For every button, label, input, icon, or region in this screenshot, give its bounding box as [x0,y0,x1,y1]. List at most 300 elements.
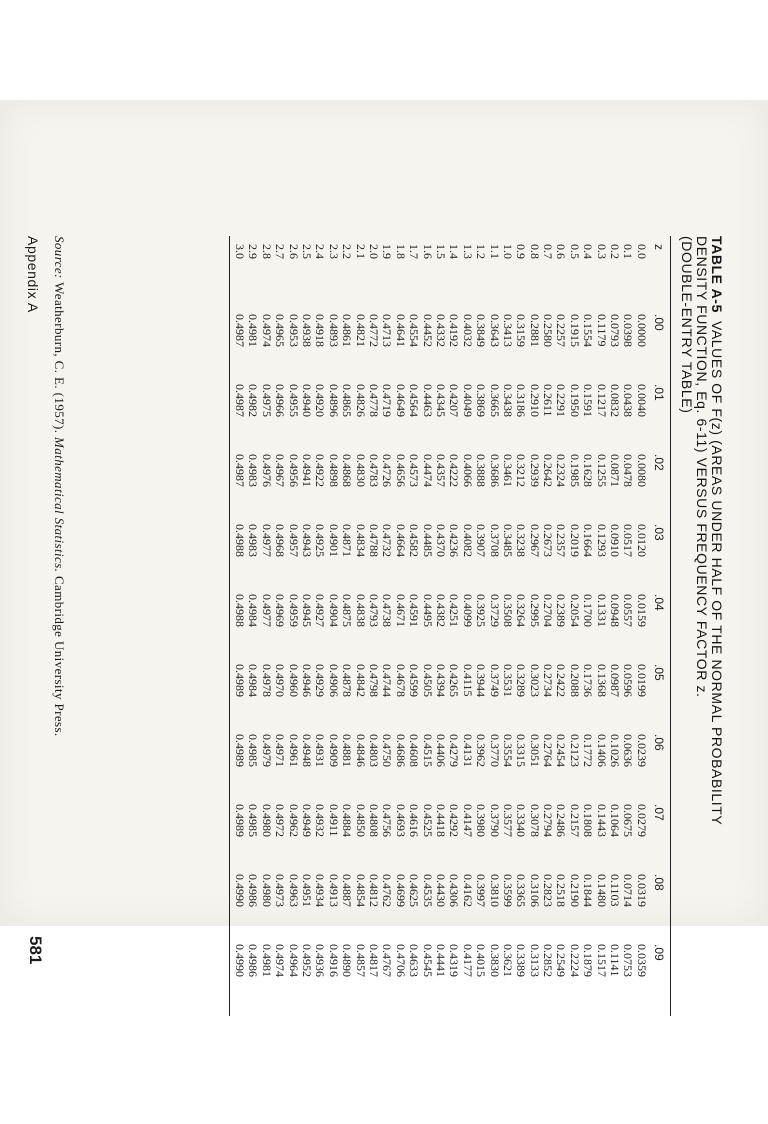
table-body [233,236,648,1014]
z-value-cell: 0.4 [581,244,596,259]
area-value-cell: 0.0279 [634,804,649,837]
area-value-cell: 0.2794 [541,804,556,837]
area-value-cell: 0.3729 [487,594,502,627]
area-value-cell: 0.4582 [407,524,422,557]
area-value-cell: 0.0987 [608,664,623,697]
area-value-cell: 0.4974 [259,314,274,347]
area-value-cell: 0.4953 [286,314,301,347]
z-value-cell: 2.8 [259,244,274,259]
area-value-cell: 0.3770 [487,734,502,767]
area-value-cell: 0.4292 [447,804,462,837]
table-row [554,236,567,1014]
area-value-cell: 0.4854 [353,874,368,907]
area-value-cell: 0.4846 [353,734,368,767]
table-row [233,236,246,1014]
area-value-cell: 0.3315 [514,734,529,767]
area-value-cell: 0.4949 [300,804,315,837]
area-value-cell: 0.4969 [273,594,288,627]
area-value-cell: 0.4699 [393,874,408,907]
area-value-cell: 0.4898 [326,454,341,487]
area-value-cell: 0.4726 [380,454,395,487]
table-row [594,236,607,1014]
area-value-cell: 0.3790 [487,804,502,837]
area-value-cell: 0.4554 [407,314,422,347]
table-row [581,236,594,1014]
area-value-cell: 0.4115 [460,664,475,697]
area-value-cell: 0.4987 [233,454,248,487]
area-value-cell: 0.3599 [500,874,515,907]
area-value-cell: 0.4641 [393,314,408,347]
area-value-cell: 0.4441 [433,944,448,977]
area-value-cell: 0.4485 [420,524,435,557]
area-value-cell: 0.4938 [300,314,315,347]
area-value-cell: 0.1293 [594,524,609,557]
area-value-cell: 0.4989 [233,734,248,767]
z-value-cell: 0.0 [634,244,649,259]
area-value-cell: 0.4357 [433,454,448,487]
table-row [621,236,634,1014]
area-value-cell: 0.0517 [621,524,636,557]
area-value-cell: 0.4986 [246,944,261,977]
area-value-cell: 0.4887 [340,874,355,907]
table-row [300,236,313,1014]
z-value-cell: 3.0 [233,244,248,259]
area-value-cell: 0.0832 [608,384,623,417]
table-row [447,236,460,1014]
area-value-cell: 0.4821 [353,314,368,347]
area-value-cell: 0.3643 [487,314,502,347]
area-value-cell: 0.4868 [340,454,355,487]
area-value-cell: 0.2881 [527,314,542,347]
area-value-cell: 0.4985 [246,804,261,837]
area-value-cell: 0.3485 [500,524,515,557]
area-value-cell: 0.3830 [487,944,502,977]
area-value-cell: 0.2580 [541,314,556,347]
area-value-cell: 0.4965 [273,314,288,347]
area-value-cell: 0.4678 [393,664,408,697]
z-value-cell: 1.8 [393,244,408,259]
table-row [353,236,366,1014]
z-value-cell: 2.3 [326,244,341,259]
area-value-cell: 0.4222 [447,454,462,487]
z-value-cell: 1.7 [407,244,422,259]
area-value-cell: 0.4983 [246,524,261,557]
area-value-cell: 0.3340 [514,804,529,837]
area-value-cell: 0.0636 [621,734,636,767]
z-value-cell: 0.6 [554,244,569,259]
area-value-cell: 0.4599 [407,664,422,697]
area-value-cell: 0.3212 [514,454,529,487]
area-value-cell: 0.0714 [621,874,636,907]
area-value-cell: 0.4713 [380,314,395,347]
area-value-cell: 0.4406 [433,734,448,767]
area-value-cell: 0.4911 [326,804,341,837]
area-value-cell: 0.4955 [286,384,301,417]
z-value-cell: 2.1 [353,244,368,259]
table-row [394,236,407,1014]
area-value-cell: 0.4505 [420,664,435,697]
area-value-cell: 0.4981 [259,944,274,977]
area-value-cell: 0.3980 [474,804,489,837]
area-value-cell: 0.4625 [407,874,422,907]
area-value-cell: 0.3186 [514,384,529,417]
area-value-cell: 0.4826 [353,384,368,417]
area-value-cell: 0.4973 [273,874,288,907]
table-row [367,236,380,1014]
area-value-cell: 0.4970 [273,664,288,697]
area-value-cell: 0.1406 [594,734,609,767]
area-value-cell: 0.4463 [420,384,435,417]
area-value-cell: 0.4979 [259,734,274,767]
table-row [527,236,540,1014]
area-value-cell: 0.4767 [380,944,395,977]
area-value-cell: 0.4834 [353,524,368,557]
table-row [420,236,433,1014]
area-value-cell: 0.3849 [474,314,489,347]
area-value-cell: 0.1368 [594,664,609,697]
area-value-cell: 0.3023 [527,664,542,697]
area-value-cell: 0.4861 [340,314,355,347]
area-value-cell: 0.0596 [621,664,636,697]
area-value-cell: 0.0557 [621,594,636,627]
area-value-cell: 0.1064 [608,804,623,837]
area-value-cell: 0.0040 [634,384,649,417]
area-value-cell: 0.3554 [500,734,515,767]
area-value-cell: 0.0753 [621,944,636,977]
scanned-page [0,100,768,977]
z-value-cell: 0.8 [527,244,542,259]
area-value-cell: 0.3665 [487,384,502,417]
top-rule [670,236,671,1016]
area-value-cell: 0.4865 [340,384,355,417]
area-value-cell: 0.4545 [420,944,435,977]
table-row [501,236,514,1014]
title-line-1 [709,236,724,1056]
area-value-cell: 0.2764 [541,734,556,767]
area-value-cell: 0.2389 [554,594,569,627]
area-value-cell: 0.4952 [300,944,315,977]
area-value-cell: 0.4985 [246,734,261,767]
source-citation [51,236,67,1056]
area-value-cell: 0.3925 [474,594,489,627]
column-header: .00 [652,314,667,331]
area-value-cell: 0.1844 [581,874,596,907]
area-value-cell: 0.3810 [487,874,502,907]
area-value-cell: 0.4591 [407,594,422,627]
area-value-cell: 0.3869 [474,384,489,417]
area-value-cell: 0.3962 [474,734,489,767]
z-value-cell: 0.9 [514,244,529,259]
source-book-title: Mathematical Statistics. [52,437,67,573]
area-value-cell: 0.4762 [380,874,395,907]
area-value-cell: 0.3621 [500,944,515,977]
area-value-cell: 0.2823 [541,874,556,907]
area-value-cell: 0.4049 [460,384,475,417]
area-value-cell: 0.0120 [634,524,649,557]
area-value-cell: 0.4525 [420,804,435,837]
table-row [568,236,581,1014]
area-value-cell: 0.4515 [420,734,435,767]
area-value-cell: 0.3749 [487,664,502,697]
z-value-cell: 2.4 [313,244,328,259]
area-value-cell: 0.3264 [514,594,529,627]
area-value-cell: 0.4812 [367,874,381,907]
table-row [635,236,648,1014]
column-header: .01 [652,384,667,401]
area-value-cell: 0.2291 [554,384,569,417]
area-value-cell: 0.2157 [567,804,582,837]
area-value-cell: 0.4838 [353,594,368,627]
area-value-cell: 0.4808 [367,804,381,837]
area-value-cell: 0.3907 [474,524,489,557]
area-value-cell: 0.0199 [634,664,649,697]
title-line-3: (DOUBLE-ENTRY TABLE) [679,236,695,414]
area-value-cell: 0.4871 [340,524,355,557]
area-value-cell: 0.4382 [433,594,448,627]
area-value-cell: 0.4147 [460,804,475,837]
z-value-cell: 1.4 [447,244,462,259]
area-value-cell: 0.4964 [286,944,301,977]
area-value-cell: 0.0239 [634,734,649,767]
table-header-row [648,236,670,1014]
area-value-cell: 0.0000 [634,314,649,347]
area-value-cell: 0.4706 [393,944,408,977]
area-value-cell: 0.4893 [326,314,341,347]
area-value-cell: 0.4878 [340,664,355,697]
area-value-cell: 0.1517 [594,944,609,977]
area-value-cell: 0.4573 [407,454,422,487]
area-value-cell: 0.4906 [326,664,341,697]
column-header: .05 [652,664,667,681]
area-value-cell: 0.0159 [634,594,649,627]
area-value-cell: 0.4975 [259,384,274,417]
area-value-cell: 0.4793 [367,594,381,627]
area-value-cell: 0.4974 [273,944,288,977]
z-value-cell: 1.2 [474,244,489,259]
area-value-cell: 0.3686 [487,454,502,487]
area-value-cell: 0.4693 [393,804,408,837]
area-value-cell: 0.2224 [567,944,582,977]
area-value-cell: 0.4948 [300,734,315,767]
area-value-cell: 0.4772 [367,314,381,347]
area-value-cell: 0.4980 [259,804,274,837]
area-value-cell: 0.4686 [393,734,408,767]
area-value-cell: 0.4015 [474,944,489,977]
area-value-cell: 0.4430 [433,874,448,907]
area-value-cell: 0.4162 [460,874,475,907]
area-value-cell: 0.4925 [313,524,328,557]
area-value-cell: 0.4945 [300,594,315,627]
area-value-cell: 0.4918 [313,314,328,347]
area-value-cell: 0.0359 [634,944,649,977]
area-value-cell: 0.1950 [567,384,582,417]
table-row [286,236,299,1014]
area-value-cell: 0.4345 [433,384,448,417]
area-value-cell: 0.3389 [514,944,529,977]
area-value-cell: 0.4719 [380,384,395,417]
area-value-cell: 0.4922 [313,454,328,487]
area-value-cell: 0.1591 [581,384,596,417]
area-value-cell: 0.4633 [407,944,422,977]
z-value-cell: 2.6 [286,244,301,259]
area-value-cell: 0.4940 [300,384,315,417]
area-value-cell: 0.4941 [300,454,315,487]
area-value-cell: 0.4756 [380,804,395,837]
z-value-cell: 0.7 [541,244,556,259]
area-value-cell: 0.2939 [527,454,542,487]
area-value-cell: 0.2852 [541,944,556,977]
area-value-cell: 0.4236 [447,524,462,557]
column-header: .07 [652,804,667,821]
area-value-cell: 0.3051 [527,734,542,767]
area-value-cell: 0.2324 [554,454,569,487]
area-value-cell: 0.2088 [567,664,582,697]
area-value-cell: 0.4875 [340,594,355,627]
area-value-cell: 0.4884 [340,804,355,837]
area-value-cell: 0.4934 [313,874,328,907]
area-value-cell: 0.1331 [594,594,609,627]
area-value-cell: 0.2910 [527,384,542,417]
z-value-cell: 1.5 [433,244,448,259]
area-value-cell: 0.4988 [233,594,248,627]
area-value-cell: 0.4032 [460,314,475,347]
table-row [273,236,286,1014]
z-value-cell: 2.9 [246,244,261,259]
area-value-cell: 0.0478 [621,454,636,487]
z-value-cell: 2.7 [273,244,288,259]
table-row [541,236,554,1014]
area-value-cell: 0.1664 [581,524,596,557]
area-value-cell: 0.4306 [447,874,462,907]
area-value-cell: 0.4192 [447,314,462,347]
area-value-cell: 0.4251 [447,594,462,627]
area-value-cell: 0.4082 [460,524,475,557]
area-value-cell: 0.4332 [433,314,448,347]
column-header: .09 [652,944,667,961]
area-value-cell: 0.4394 [433,664,448,697]
area-value-cell: 0.4971 [273,734,288,767]
area-value-cell: 0.4978 [259,664,274,697]
area-value-cell: 0.4901 [326,524,341,557]
area-value-cell: 0.4936 [313,944,328,977]
area-value-cell: 0.4418 [433,804,448,837]
column-header: .06 [652,734,667,751]
table-row [327,236,340,1014]
area-value-cell: 0.3078 [527,804,542,837]
area-value-cell: 0.3531 [500,664,515,697]
area-value-cell: 0.0319 [634,874,649,907]
area-value-cell: 0.4987 [233,384,248,417]
table-id: TABLE A-5 [709,236,725,313]
area-value-cell: 0.4608 [407,734,422,767]
area-value-cell: 0.3106 [527,874,542,907]
area-value-cell: 0.2454 [554,734,569,767]
area-value-cell: 0.4798 [367,664,381,697]
z-value-cell: 1.3 [460,244,475,259]
area-value-cell: 0.4988 [233,524,248,557]
area-value-cell: 0.4099 [460,594,475,627]
area-value-cell: 0.3944 [474,664,489,697]
area-value-cell: 0.4982 [246,384,261,417]
area-value-cell: 0.4671 [393,594,408,627]
area-value-cell: 0.2518 [554,874,569,907]
area-value-cell: 0.3461 [500,454,515,487]
area-value-cell: 0.2549 [554,944,569,977]
z-value-cell: 2.5 [300,244,315,259]
area-value-cell: 0.4744 [380,664,395,697]
area-value-cell: 0.3365 [514,874,529,907]
area-value-cell: 0.2995 [527,594,542,627]
area-value-cell: 0.4943 [300,524,315,557]
area-value-cell: 0.4207 [447,384,462,417]
table-row [474,236,487,1014]
area-value-cell: 0.1772 [581,734,596,767]
area-value-cell: 0.4960 [286,664,301,697]
area-value-cell: 0.2673 [541,524,556,557]
area-value-cell: 0.4452 [420,314,435,347]
table-row [407,236,420,1014]
area-value-cell: 0.0793 [608,314,623,347]
area-value-cell: 0.1554 [581,314,596,347]
area-value-cell: 0.4980 [259,874,274,907]
area-value-cell: 0.4929 [313,664,328,697]
area-value-cell: 0.1443 [594,804,609,837]
title-text-1: VALUES OF F(z) (AREAS UNDER HALF OF THE NORMAL PROBABILITY [709,320,725,826]
area-value-cell: 0.4932 [313,804,328,837]
area-value-cell: 0.3577 [500,804,515,837]
title-line-2: DENSITY FUNCTION, Eq. 6-11) VERSUS FREQUENCY FACTOR z. [694,236,710,698]
area-value-cell: 0.4732 [380,524,395,557]
area-value-cell: 0.4946 [300,664,315,697]
table-row [313,236,326,1014]
area-value-cell: 0.4319 [447,944,462,977]
area-value-cell: 0.4989 [233,664,248,697]
area-value-cell: 0.1103 [608,874,623,907]
area-value-cell: 0.1736 [581,664,596,697]
table-row [340,236,353,1014]
area-value-cell: 0.4959 [286,594,301,627]
area-value-cell: 0.1985 [567,454,582,487]
column-header: .04 [652,594,667,611]
z-value-cell: 1.6 [420,244,435,259]
area-value-cell: 0.0910 [608,524,623,557]
z-value-cell: 1.1 [487,244,502,259]
area-value-cell: 0.2357 [554,524,569,557]
table-row [487,236,500,1014]
area-value-cell: 0.4956 [286,454,301,487]
area-value-cell: 0.4984 [246,594,261,627]
source-authors: Weatherburn, C. E. (1957). [52,278,67,438]
area-value-cell: 0.4817 [367,944,381,977]
area-value-cell: 0.4967 [273,454,288,487]
area-value-cell: 0.4474 [420,454,435,487]
area-value-cell: 0.3997 [474,874,489,907]
z-value-cell: 0.5 [567,244,582,259]
column-header: .02 [652,454,667,471]
column-header: .03 [652,524,667,541]
table-row [461,236,474,1014]
area-value-cell: 0.4966 [273,384,288,417]
area-value-cell: 0.3238 [514,524,529,557]
area-value-cell: 0.1879 [581,944,596,977]
area-value-cell: 0.4788 [367,524,381,557]
area-value-cell: 0.4913 [326,874,341,907]
area-value-cell: 0.2611 [541,384,556,417]
area-value-cell: 0.1480 [594,874,609,907]
table-block [229,236,724,1056]
rotated-page-content [0,100,768,1124]
area-value-cell: 0.4616 [407,804,422,837]
